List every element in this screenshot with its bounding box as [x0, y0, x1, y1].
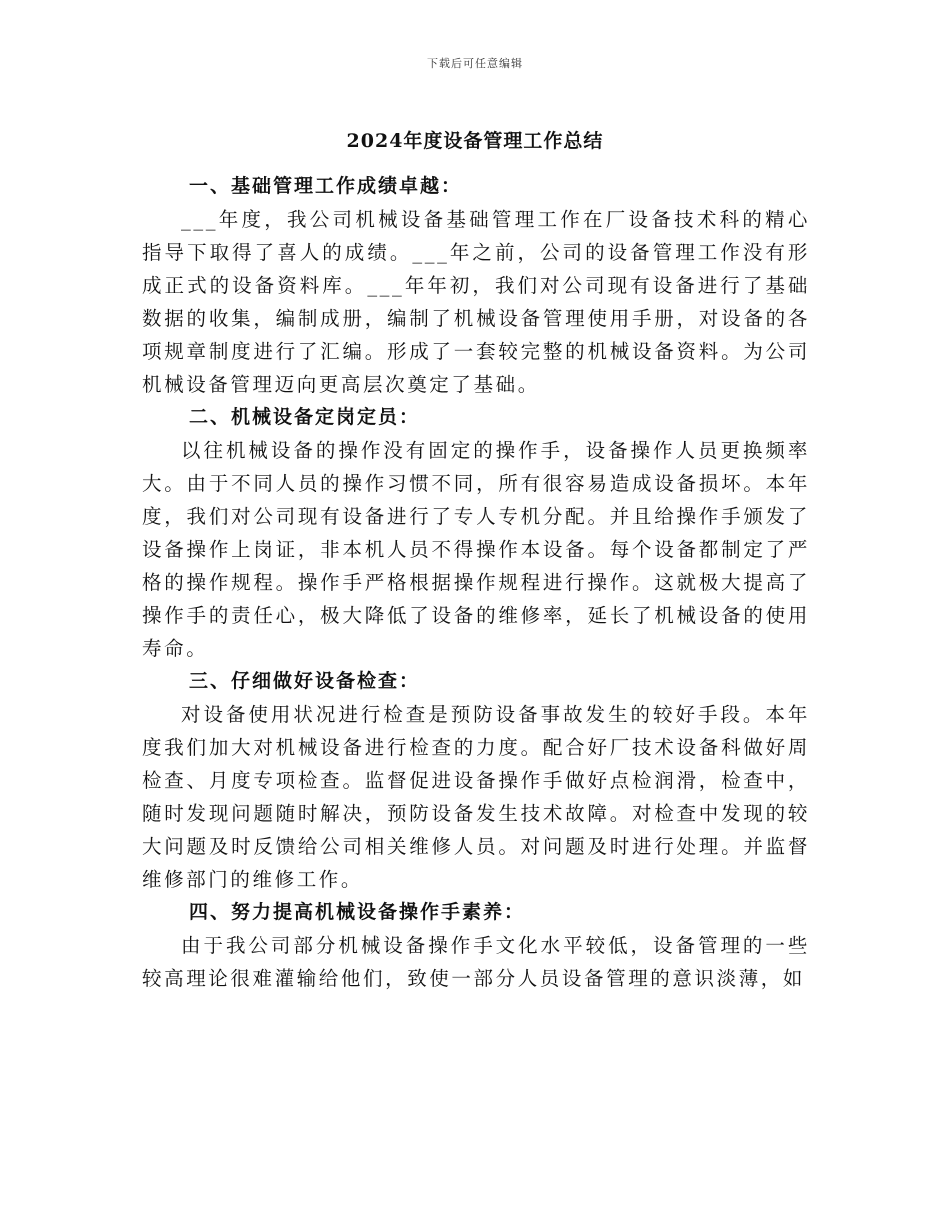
section-heading: 二、机械设备定岗定员： [189, 406, 421, 428]
section-paragraph: 以往机械设备的操作没有固定的操作手，设备操作人员更换频率大。由于不同人员的操作习惯不同，所有很容易造成设备损坏。本年度，我们对公司现有设备进行了专人专机分配。并且给操作手颁发了设备操作上岗证，非本机人员不得操作本设备。每个设备都制定了严格的操作规程。操作手严格根据操作规程进行操作。这就极大提高了操作手的责任心，极大降低了设备的维修率，延长了机械设备的使用寿命。 [142, 439, 810, 660]
section-heading: 一、基础管理工作成绩卓越： [189, 175, 463, 197]
section-paragraph: ___年度，我公司机械设备基础管理工作在厂设备技术科的精心指导下取得了喜人的成绩。___年之前，公司的设备管理工作没有形成正式的设备资料库。___年年初，我们对公司现有设备进行了基础数据的收集，编制成册，编制了机械设备管理使用手册，对设备的各项规章制度进行了汇编。形成了一套较完整的机械设备资料。为公司机械设备管理迈向更高层次奠定了基础。 [142, 208, 810, 396]
header-note: 下载后可任意编辑 [427, 57, 523, 70]
section-4 [142, 896, 810, 995]
section-3 [142, 665, 810, 896]
document-title: 2024年度设备管理工作总结 [346, 130, 604, 152]
section-2 [142, 401, 810, 665]
section-paragraph: 对设备使用状况进行检查是预防设备事故发生的较好手段。本年度我们加大对机械设备进行检查的力度。配合好厂技术设备科做好周检查、月度专项检查。监督促进设备操作手做好点检润滑，检查中，随时发现问题随时解决，预防设备发生技术故障。对检查中发现的较大问题及时反馈给公司相关维修人员。对问题及时进行处理。并监督维修部门的维修工作。 [142, 703, 810, 891]
section-paragraph: 由于我公司部分机械设备操作手文化水平较低，设备管理的一些较高理论很难灌输给他们，致使一部分人员设备管理的意识淡薄，如 [142, 934, 810, 990]
document-body [142, 170, 810, 995]
section-1 [142, 170, 810, 401]
section-heading: 四、努力提高机械设备操作手素养： [189, 901, 526, 923]
section-heading: 三、仔细做好设备检查： [189, 670, 421, 692]
